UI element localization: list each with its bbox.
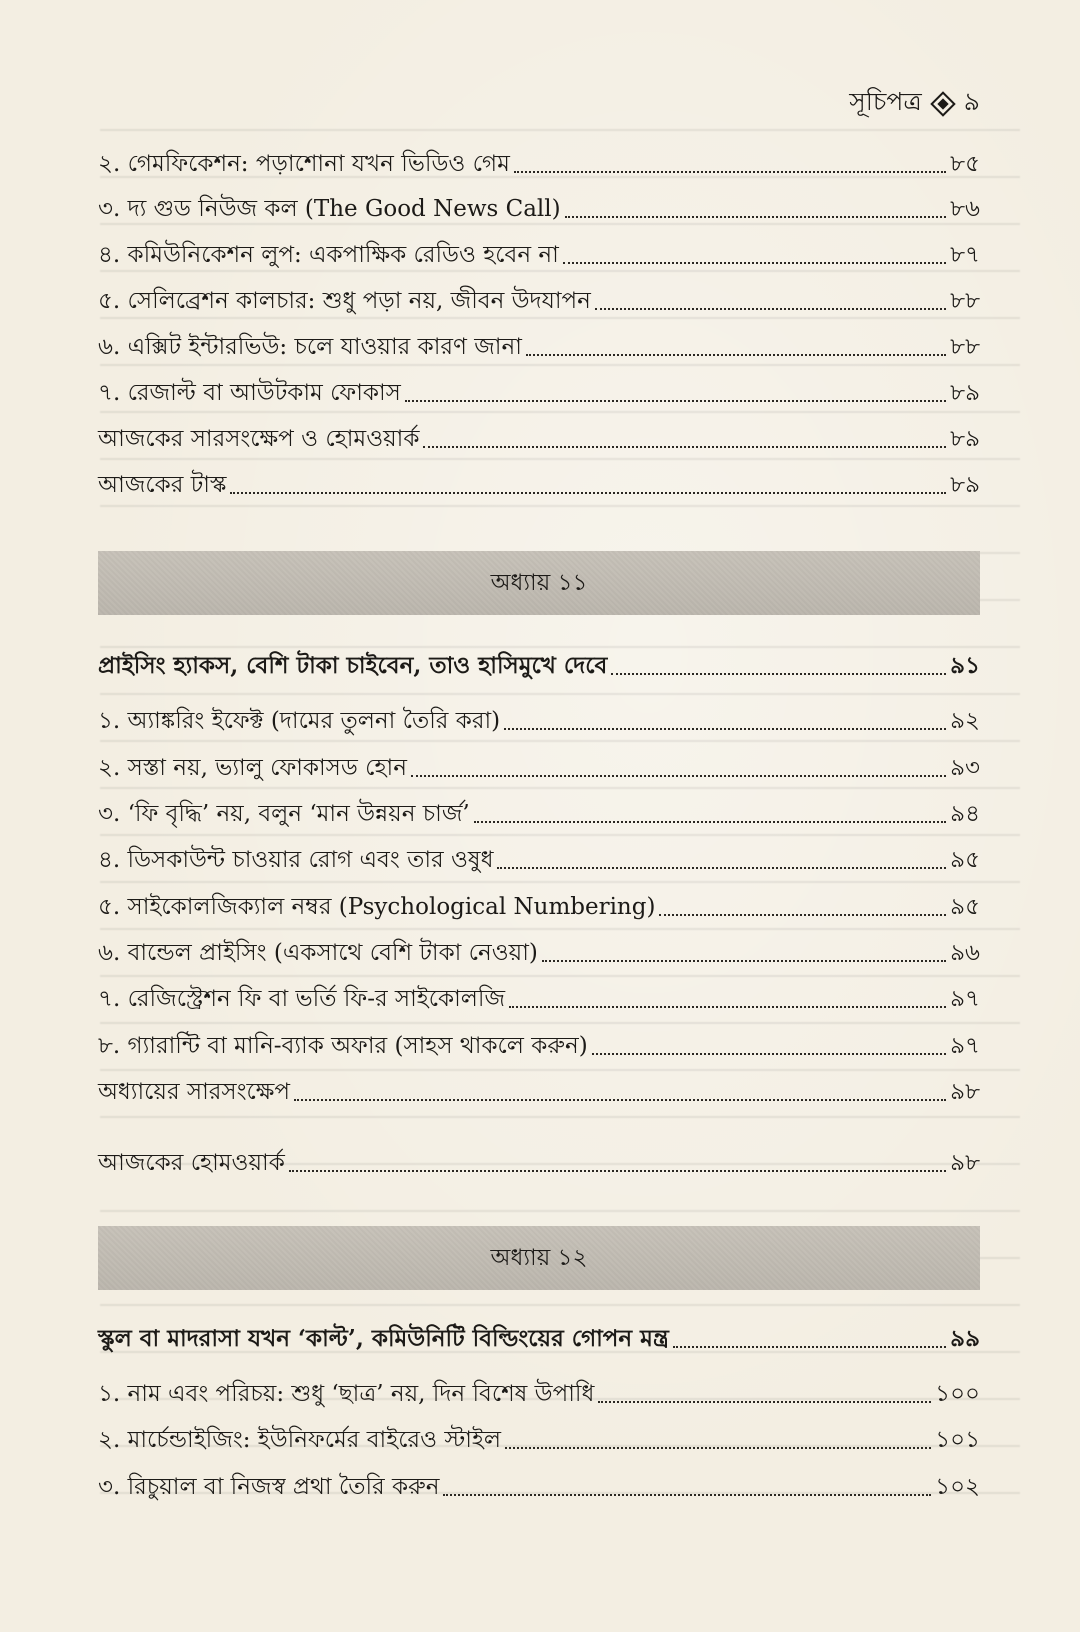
toc-entry[interactable]: ৩. ‘ফি বৃদ্ধি’ নয়, বলুন ‘মান উন্নয়ন চার্জ’ ৯৪ — [98, 801, 980, 827]
chapter-12-heading-band — [98, 1226, 980, 1290]
chapter-11-title[interactable]: প্রাইসিং হ্যাকস, বেশি টাকা চাইবেন, তাও হাসিমুখে দেবে ৯১ — [98, 652, 980, 679]
toc-entry[interactable]: ৬. বান্ডেল প্রাইসিং (একসাথে বেশি টাকা নেওয়া) ৯৬ — [98, 940, 980, 966]
chapter-11-heading: অধ্যায় ১১ — [490, 569, 588, 596]
toc-entry[interactable]: ৪. ডিসকাউন্ট চাওয়ার রোগ এবং তার ওষুধ ৯৫ — [98, 847, 980, 873]
toc-entry[interactable]: ৬. এক্সিট ইন্টারভিউ: চলে যাওয়ার কারণ জানা ৮৮ — [98, 334, 980, 360]
toc-entry[interactable]: ২. মার্চেন্ডাইজিং: ইউনিফর্মের বাইরেও স্টাইল ১০১ — [98, 1427, 980, 1453]
page-header — [849, 82, 980, 125]
toc-entry[interactable]: ৪. কমিউনিকেশন লুপ: একপাক্ষিক রেডিও হবেন না ৮৭ — [98, 242, 980, 268]
toc-entry[interactable]: ৩. দ্য গুড নিউজ কল (The Good News Call) ৮৬ — [98, 196, 980, 222]
toc-entry[interactable]: ৭. রেজাল্ট বা আউটকাম ফোকাস ৮৯ — [98, 380, 980, 406]
diamond-ornament-icon — [930, 91, 955, 116]
toc-entry[interactable]: ৩. রিচুয়াল বা নিজস্ব প্রথা তৈরি করুন ১০২ — [98, 1474, 980, 1500]
toc-entry[interactable]: আজকের সারসংক্ষেপ ও হোমওয়ার্ক ৮৯ — [98, 426, 980, 452]
toc-entry[interactable]: অধ্যায়ের সারসংক্ষেপ ৯৮ — [98, 1079, 980, 1105]
chapter-11-heading-band — [98, 551, 980, 615]
toc-entry[interactable]: ৫. সাইকোলজিক্যাল নম্বর (Psychological Numbering) ৯৫ — [98, 894, 980, 920]
toc-entry[interactable]: ১. নাম এবং পরিচয়: শুধু ‘ছাত্র’ নয়, দিন বিশেষ উপাধি ১০০ — [98, 1381, 980, 1407]
chapter-12-heading: অধ্যায় ১২ — [490, 1244, 588, 1271]
toc-entry[interactable]: আজকের হোমওয়ার্ক ৯৮ — [98, 1150, 980, 1176]
toc-entry[interactable]: ৫. সেলিব্রেশন কালচার: শুধু পড়া নয়, জীবন উদযাপন ৮৮ — [98, 288, 980, 314]
toc-entry[interactable]: ২. গেমফিকেশন: পড়াশোনা যখন ভিডিও গেম ৮৫ — [98, 151, 980, 177]
chapter-12-title[interactable]: স্কুল বা মাদরাসা যখন ‘কাল্ট’, কমিউনিটি বিল্ডিংয়ের গোপন মন্ত্র ৯৯ — [98, 1325, 980, 1352]
toc-entry[interactable]: ১. অ্যাঙ্করিং ইফেক্ট (দামের তুলনা তৈরি করা) ৯২ — [98, 708, 980, 734]
toc-entry[interactable]: ২. সস্তা নয়, ভ্যালু ফোকাসড হোন ৯৩ — [98, 755, 980, 781]
toc-entry[interactable]: ৭. রেজিস্ট্রেশন ফি বা ভর্তি ফি-র সাইকোলজি ৯৭ — [98, 986, 980, 1012]
header-page-number: ৯ — [963, 87, 980, 116]
header-title: সূচিপত্র — [849, 87, 922, 116]
toc-entry[interactable]: ৮. গ্যারান্টি বা মানি-ব্যাক অফার (সাহস থাকলে করুন) ৯৭ — [98, 1033, 980, 1059]
toc-entry[interactable]: আজকের টাস্ক ৮৯ — [98, 472, 980, 498]
